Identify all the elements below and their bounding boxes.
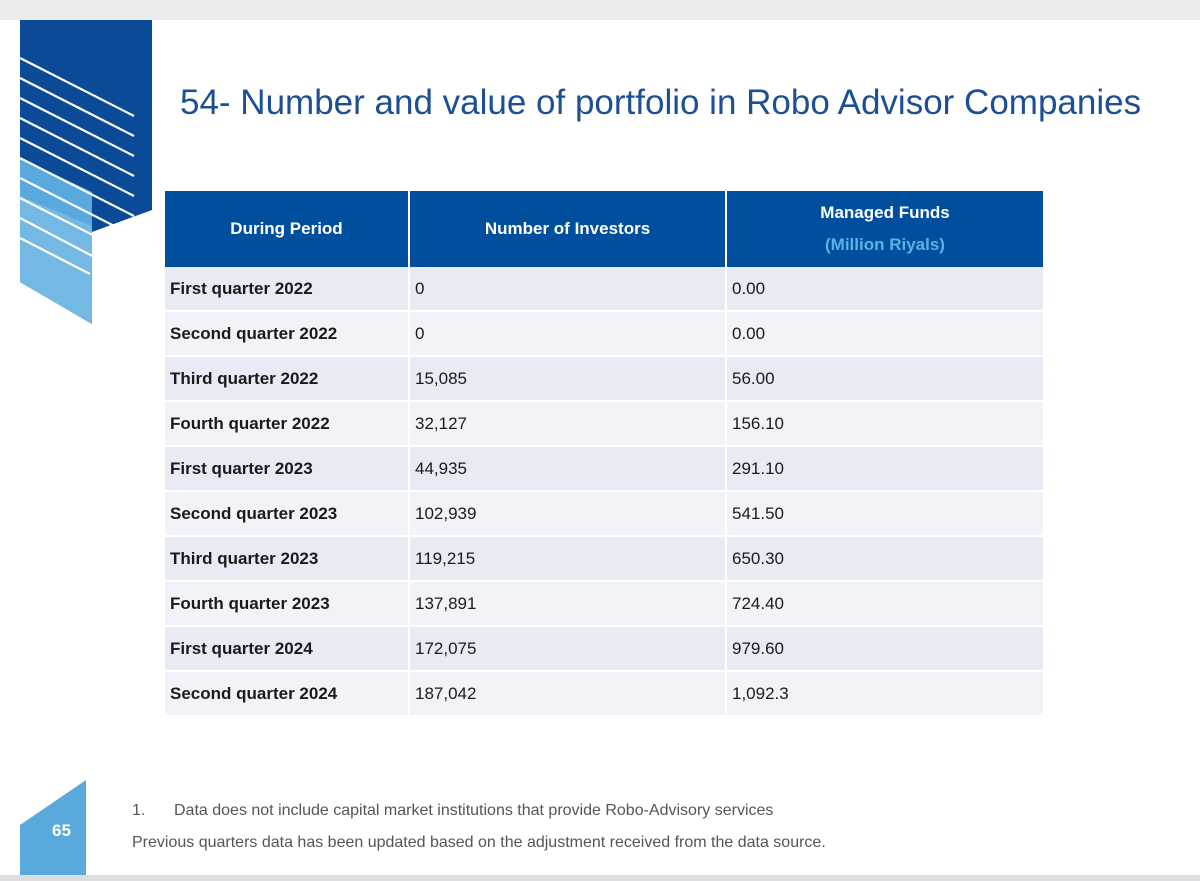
document-page — [0, 20, 1200, 875]
cell-funds: 56.00 — [726, 356, 1043, 401]
cell-investors: 32,127 — [409, 401, 726, 446]
cell-period: First quarter 2024 — [165, 626, 409, 671]
cell-funds: 156.10 — [726, 401, 1043, 446]
page-number: 65 — [52, 821, 71, 840]
table-row — [165, 581, 1043, 626]
footnote-number: 1. — [132, 802, 146, 819]
viewer-top-bar — [0, 0, 1200, 20]
table-row — [165, 536, 1043, 581]
cell-funds: 0.00 — [726, 267, 1043, 311]
page-title: 54- Number and value of portfolio in Robo Advisor Companies — [180, 83, 1142, 122]
cell-investors: 172,075 — [409, 626, 726, 671]
cell-period: Third quarter 2023 — [165, 536, 409, 581]
footnotes — [132, 795, 826, 859]
table-row — [165, 491, 1043, 536]
cell-funds: 1,092.3 — [726, 671, 1043, 716]
portfolio-table-container — [165, 191, 1043, 717]
footnote-text-1: Data does not include capital market institutions that provide Robo-Advisory services — [174, 802, 774, 819]
footnote-1 — [132, 795, 826, 827]
header-managed-funds-label: Managed Funds — [820, 203, 950, 222]
header-during-period: During Period — [165, 191, 409, 267]
cell-investors: 102,939 — [409, 491, 726, 536]
header-funds-unit: (Million Riyals) — [825, 235, 945, 254]
cell-period: Third quarter 2022 — [165, 356, 409, 401]
cell-funds: 291.10 — [726, 446, 1043, 491]
cell-investors: 119,215 — [409, 536, 726, 581]
cell-investors: 0 — [409, 267, 726, 311]
table-row — [165, 626, 1043, 671]
portfolio-table — [165, 191, 1043, 717]
table-row — [165, 267, 1043, 311]
table-row — [165, 311, 1043, 356]
cell-funds: 979.60 — [726, 626, 1043, 671]
table-row — [165, 356, 1043, 401]
table-row — [165, 671, 1043, 716]
cell-investors: 15,085 — [409, 356, 726, 401]
cell-investors: 0 — [409, 311, 726, 356]
cell-funds: 541.50 — [726, 491, 1043, 536]
cell-funds: 650.30 — [726, 536, 1043, 581]
footnote-text-2: Previous quarters data has been updated based on the adjustment received from the data source. — [132, 834, 826, 851]
table-header-row — [165, 191, 1043, 267]
cell-period: Second quarter 2022 — [165, 311, 409, 356]
cell-funds: 0.00 — [726, 311, 1043, 356]
cell-period: Fourth quarter 2022 — [165, 401, 409, 446]
cell-period: Fourth quarter 2023 — [165, 581, 409, 626]
cell-funds: 724.40 — [726, 581, 1043, 626]
cell-period: First quarter 2023 — [165, 446, 409, 491]
cell-investors: 187,042 — [409, 671, 726, 716]
header-number-of-investors: Number of Investors — [409, 191, 726, 267]
decorative-stripes-graphic — [20, 20, 160, 330]
cell-investors: 137,891 — [409, 581, 726, 626]
table-row — [165, 401, 1043, 446]
cell-period: First quarter 2022 — [165, 267, 409, 311]
cell-period: Second quarter 2024 — [165, 671, 409, 716]
cell-investors: 44,935 — [409, 446, 726, 491]
table-row — [165, 446, 1043, 491]
header-managed-funds — [726, 191, 1043, 267]
cell-period: Second quarter 2023 — [165, 491, 409, 536]
